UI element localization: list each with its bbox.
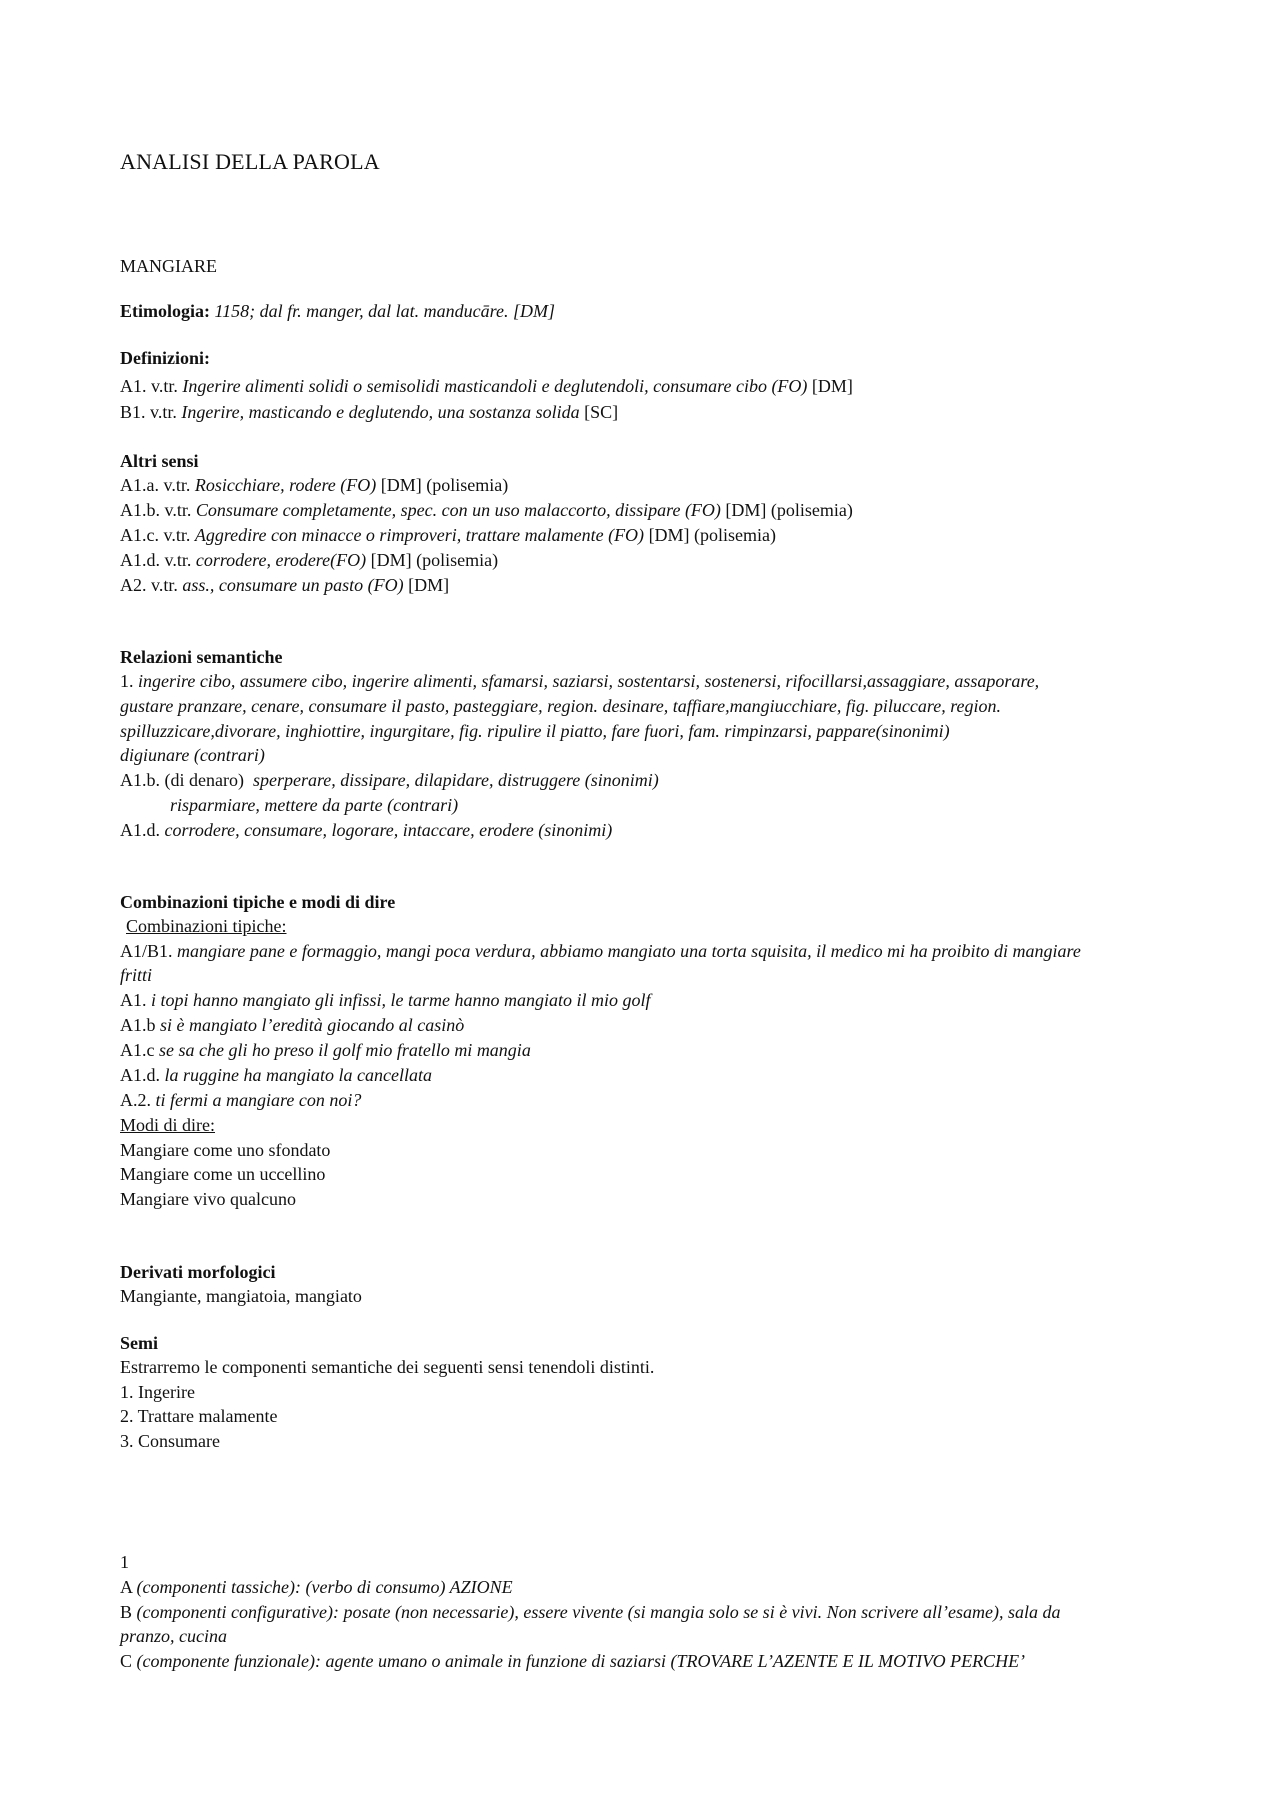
senso-text: corrodere, erodere(FO) bbox=[195, 550, 367, 570]
senso-text: Consumare completamente, spec. con un uso malaccorto, dissipare (FO) bbox=[195, 500, 721, 520]
senso-code: A1.a. v.tr. bbox=[120, 475, 191, 495]
combinazione-code: A1. bbox=[120, 990, 147, 1010]
combinazione-code: A.2. bbox=[120, 1090, 151, 1110]
senso-a2 bbox=[120, 573, 449, 597]
semi-intro: Estrarremo le componenti semantiche dei seguenti sensi tenendoli distinti. bbox=[120, 1357, 655, 1377]
relazioni-heading: Relazioni semantiche bbox=[120, 647, 283, 667]
definizione-text: Ingerire alimenti solidi o semisolidi masticandoli e deglutendoli, consumare cibo (FO) bbox=[182, 376, 808, 396]
definizione-text: Ingerire, masticando e deglutendo, una sostanza solida bbox=[181, 402, 580, 422]
altri-sensi-heading: Altri sensi bbox=[120, 451, 199, 471]
modo-di-dire: Mangiare vivo qualcuno bbox=[120, 1189, 296, 1209]
semi-item: 3. Consumare bbox=[120, 1431, 220, 1451]
senso-source: [DM] (polisemia) bbox=[725, 500, 853, 520]
etimologia-line bbox=[120, 299, 555, 323]
combinazione-item bbox=[120, 988, 651, 1012]
componente-text: (componenti configurative): posate (non necessarie), essere vivente (si mangia solo se si è vivi. Non scrivere all’esame), sala da bbox=[136, 1602, 1061, 1622]
derivati-heading: Derivati morfologici bbox=[120, 1262, 276, 1282]
relazioni-text: corrodere, consumare, logorare, intaccare, erodere (sinonimi) bbox=[164, 820, 613, 840]
senso-code: A1.d. v.tr. bbox=[120, 550, 192, 570]
relazioni-text: sperperare, dissipare, dilapidare, distruggere (sinonimi) bbox=[252, 770, 659, 790]
senso-source: [DM] (polisemia) bbox=[380, 475, 509, 495]
combinazioni-subheading: Combinazioni tipiche: bbox=[126, 916, 287, 936]
combinazione-text: si è mangiato l’eredità giocando al casinò bbox=[160, 1015, 465, 1035]
senso-text: Rosicchiare, rodere (FO) bbox=[194, 475, 377, 495]
definizione-code: B1. v.tr. bbox=[120, 402, 177, 422]
relazioni-code: 1. bbox=[120, 671, 134, 691]
semi-item: 1. Ingerire bbox=[120, 1382, 195, 1402]
senso-a1d bbox=[120, 548, 498, 572]
definizione-b1 bbox=[120, 400, 618, 424]
combinazione-text: ti fermi a mangiare con noi? bbox=[155, 1090, 362, 1110]
etimologia-text: 1158; dal fr. manger, dal lat. manducāre. [DM] bbox=[214, 301, 555, 321]
componente-code: C bbox=[120, 1651, 133, 1671]
combinazione-item bbox=[120, 939, 1081, 963]
combinazione-text: i topi hanno mangiato gli infissi, le tarme hanno mangiato il mio golf bbox=[151, 990, 651, 1010]
relazioni-line-2: gustare pranzare, cenare, consumare il pasto, pasteggiare, region. desinare, taffiare,mangiucchiare, fig. piluccare, region. bbox=[120, 696, 1002, 716]
componente-c bbox=[120, 1649, 1025, 1673]
relazioni-code: A1.d. bbox=[120, 820, 160, 840]
relazioni-line-4: digiunare (contrari) bbox=[120, 745, 265, 765]
semi-heading: Semi bbox=[120, 1333, 158, 1353]
definizione-code: A1. v.tr. bbox=[120, 376, 178, 396]
senso-source: [DM] (polisemia) bbox=[648, 525, 777, 545]
componente-text: (componenti tassiche): (verbo di consumo) AZIONE bbox=[136, 1577, 513, 1597]
senso-a1a bbox=[120, 473, 508, 497]
modo-di-dire: Mangiare come un uccellino bbox=[120, 1164, 326, 1184]
relazioni-a1d bbox=[120, 818, 612, 842]
combinazioni-heading: Combinazioni tipiche e modi di dire bbox=[120, 892, 396, 912]
senso-source: [DM] bbox=[408, 575, 450, 595]
componente-b-cont: pranzo, cucina bbox=[120, 1626, 227, 1646]
senso-text: Aggredire con minacce o rimproveri, trattare malamente (FO) bbox=[194, 525, 645, 545]
definizione-source: [DM] bbox=[811, 376, 853, 396]
componente-code: A bbox=[120, 1577, 133, 1597]
senso-source: [DM] (polisemia) bbox=[370, 550, 499, 570]
document-title: ANALISI DELLA PAROLA bbox=[120, 149, 380, 174]
combinazione-item-cont: fritti bbox=[120, 965, 153, 985]
relazioni-line-3: spilluzzicare,divorare, inghiottire, ingurgitare, fig. ripulire il piatto, fare fuori, fam. rimpinzarsi, pappare(sinonimi) bbox=[120, 721, 950, 741]
combinazione-code: A1/B1. bbox=[120, 941, 173, 961]
combinazione-code: A1.c bbox=[120, 1040, 155, 1060]
etimologia-label: Etimologia: bbox=[120, 301, 210, 321]
combinazione-text: la ruggine ha mangiato la cancellata bbox=[164, 1065, 432, 1085]
componente-a bbox=[120, 1575, 513, 1599]
componente-code: B bbox=[120, 1602, 133, 1622]
definizione-a1 bbox=[120, 374, 853, 398]
senso-a1b bbox=[120, 498, 853, 522]
combinazione-item bbox=[120, 1038, 531, 1062]
senso-a1c bbox=[120, 523, 776, 547]
modi-di-dire-heading: Modi di dire: bbox=[120, 1115, 215, 1135]
combinazione-text: se sa che gli ho preso il golf mio fratello mi mangia bbox=[159, 1040, 531, 1060]
combinazione-code: A1.d. bbox=[120, 1065, 160, 1085]
derivati-text: Mangiante, mangiatoia, mangiato bbox=[120, 1286, 362, 1306]
componente-b bbox=[120, 1600, 1060, 1624]
componente-text: (componente funzionale): agente umano o animale in funzione di saziarsi (TROVARE L’AZENTE E IL MOTIVO PERCHE’ bbox=[136, 1651, 1026, 1671]
senso-code: A1.b. v.tr. bbox=[120, 500, 192, 520]
relazioni-note: (di denaro) bbox=[164, 770, 244, 790]
relazioni-a1b bbox=[120, 768, 659, 792]
word-heading: MANGIARE bbox=[120, 256, 217, 276]
definizione-source: [SC] bbox=[584, 402, 619, 422]
relazioni-line-1 bbox=[120, 669, 1039, 693]
modo-di-dire: Mangiare come uno sfondato bbox=[120, 1140, 331, 1160]
combinazione-code: A1.b bbox=[120, 1015, 156, 1035]
relazioni-code: A1.b. bbox=[120, 770, 160, 790]
relazioni-a1b-contrari: risparmiare, mettere da parte (contrari) bbox=[170, 795, 459, 815]
componenti-number: 1 bbox=[120, 1552, 129, 1572]
semi-item: 2. Trattare malamente bbox=[120, 1406, 278, 1426]
senso-code: A1.c. v.tr. bbox=[120, 525, 191, 545]
combinazione-item bbox=[120, 1063, 432, 1087]
combinazione-item bbox=[120, 1013, 464, 1037]
combinazione-item bbox=[120, 1088, 361, 1112]
relazioni-text: ingerire cibo, assumere cibo, ingerire alimenti, sfamarsi, saziarsi, sostentarsi, sostenersi, rifocillarsi,assaggiare, assaporare, bbox=[138, 671, 1040, 691]
definizioni-heading: Definizioni: bbox=[120, 348, 210, 368]
senso-text: ass., consumare un pasto (FO) bbox=[182, 575, 404, 595]
senso-code: A2. v.tr. bbox=[120, 575, 178, 595]
combinazione-text: mangiare pane e formaggio, mangi poca verdura, abbiamo mangiato una torta squisita, il medico mi ha proibito di mangiare bbox=[177, 941, 1081, 961]
